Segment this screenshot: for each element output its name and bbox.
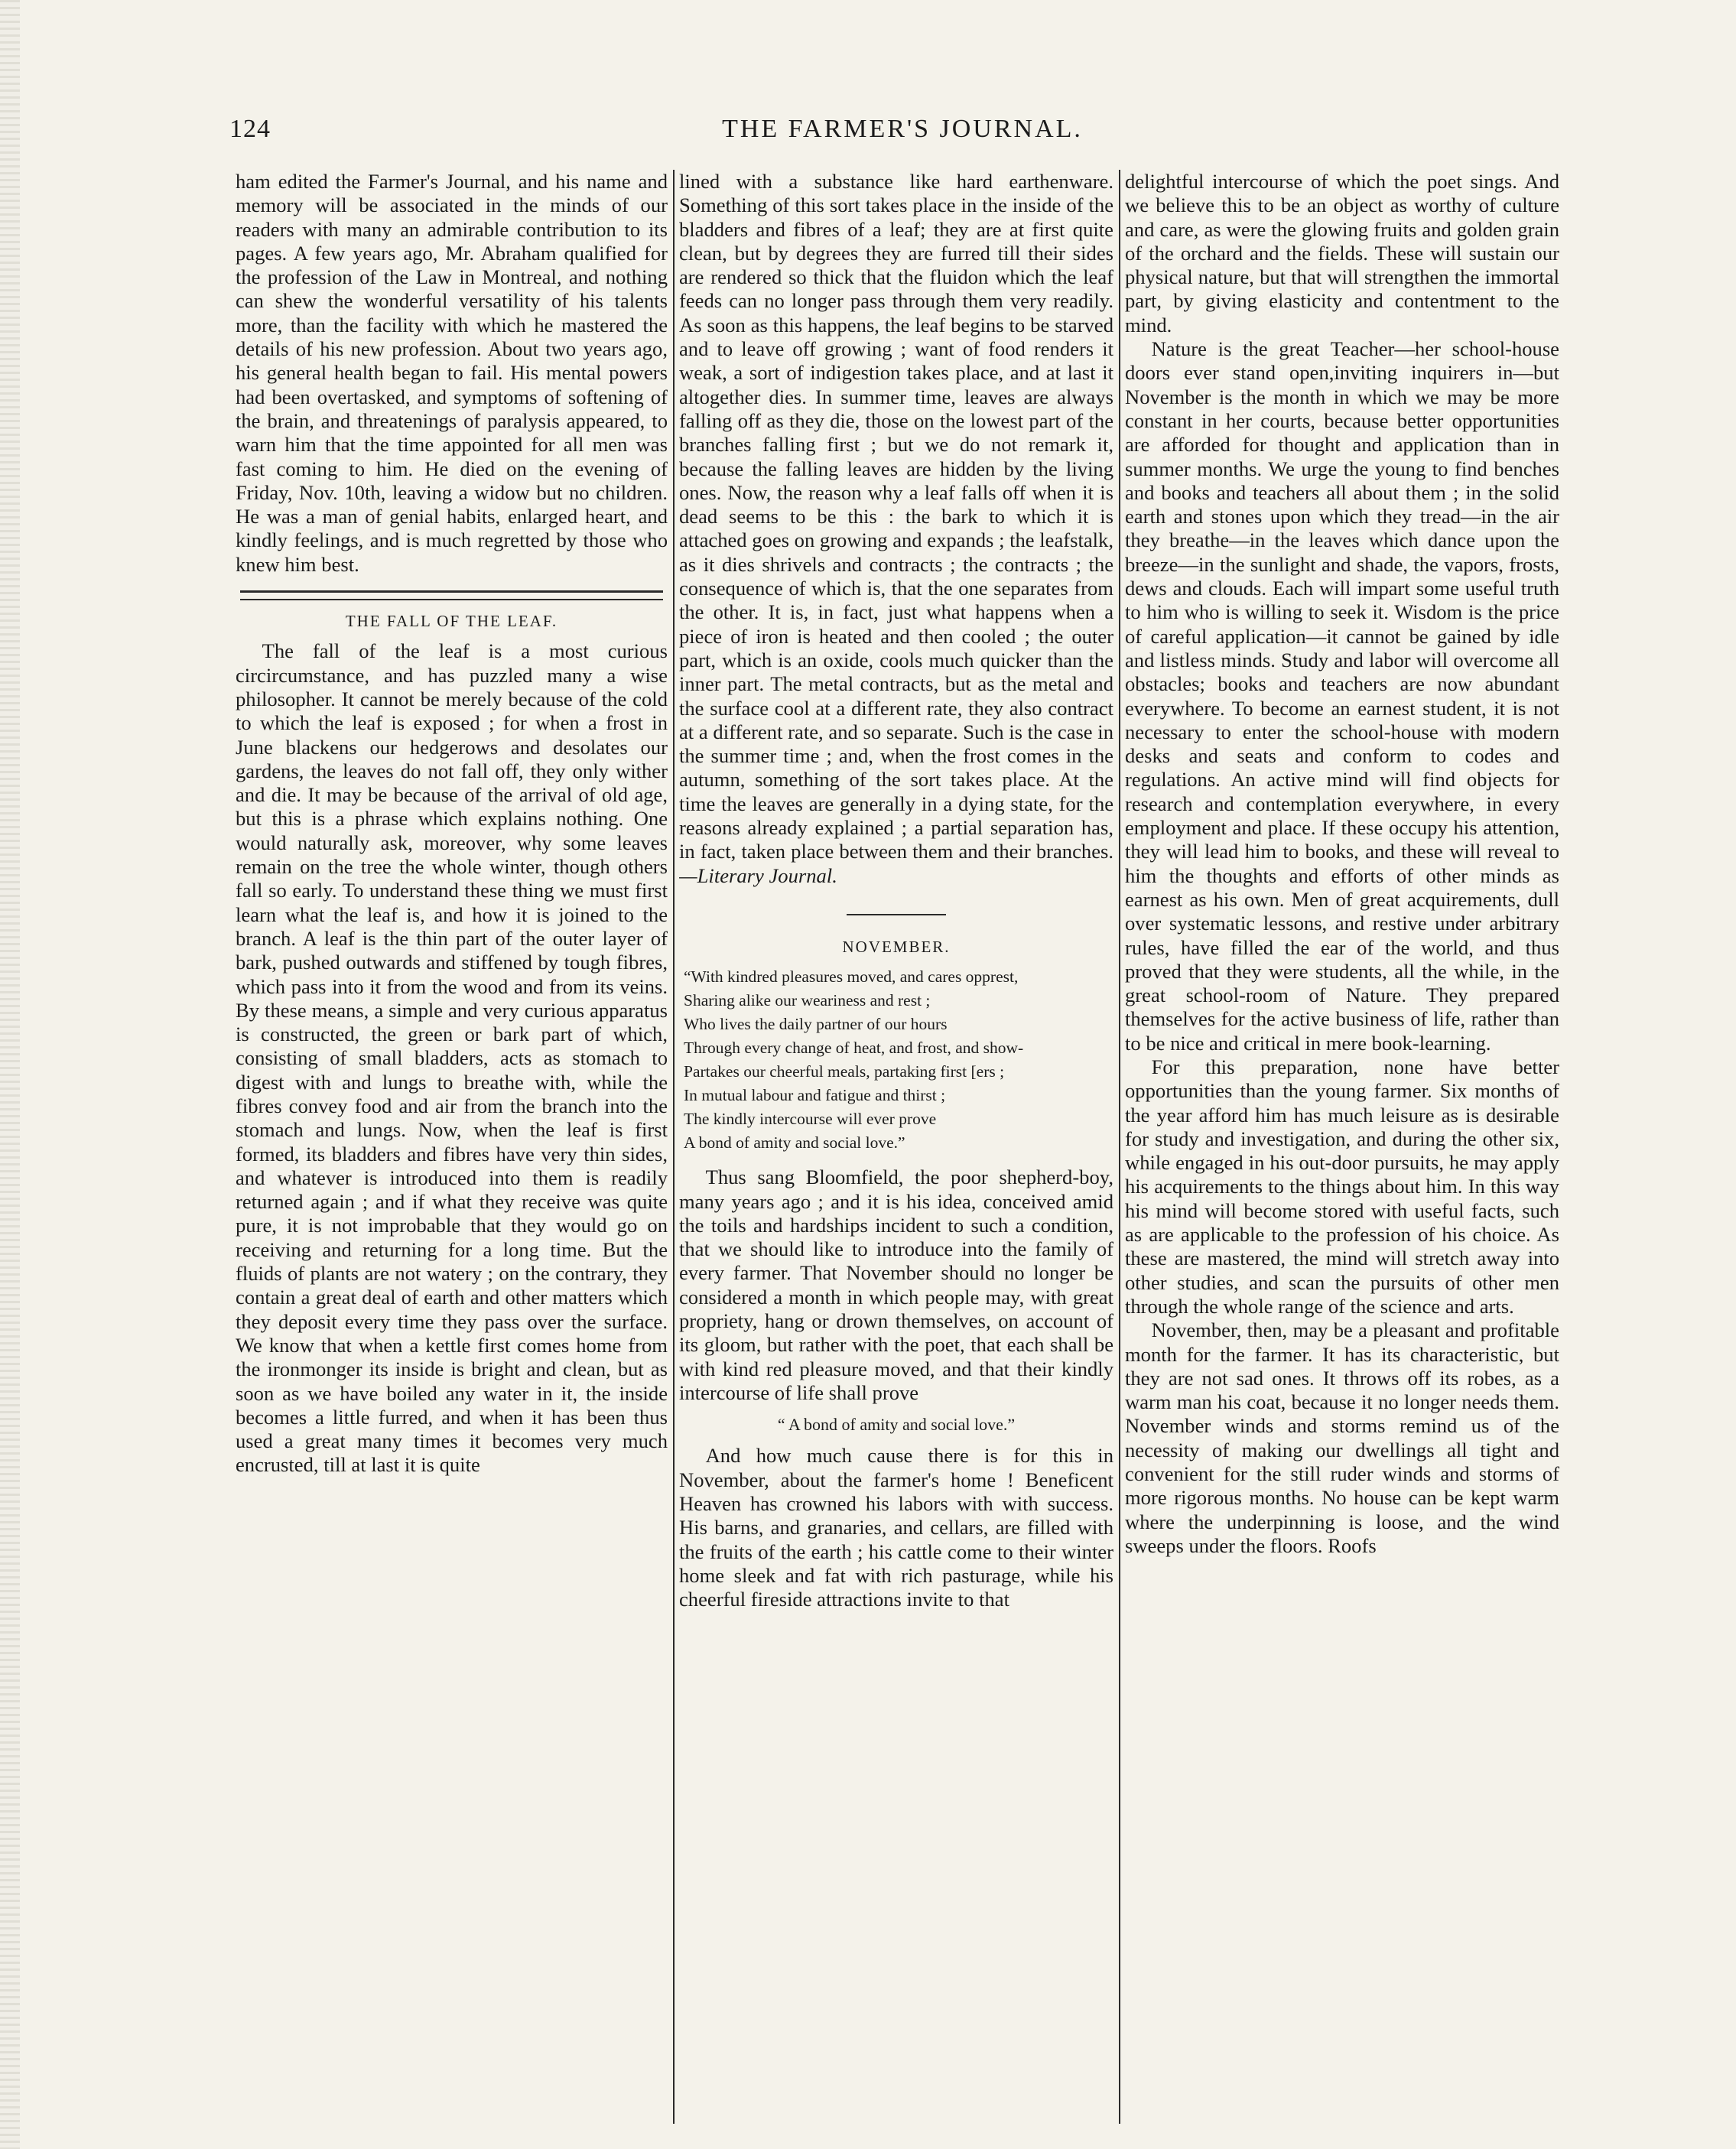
- article-continued-text: lined with a substance like hard earthenware. Something of this sort takes place in the inside of the bladders and fibres of a leaf; they are at first quite clean, but by degrees they are furred till their sides are rendered so thick that the fluidon which the leaf feeds can no longer pass through them very readily. As soon as this happens, the leaf begins to be starved and to leave off growing ; want of food renders it weak, a sort of indigestion takes place, and at last it altogether dies. In summer time, leaves are always falling off as they die, those on the lowest part of the branches falling first ; but we do not remark it, because the falling leaves are hidden by the living ones. Now, the reason why a leaf falls off when it is dead seems to be this : the bark to which it is attached goes on growing and expands ; the leafstalk, as it dies shrivels and contracts ; the contracts ; the consequence of which is, that the one separates from the other. It is, in fact, just what happens when a piece of iron is heated and then cooled ; the outer part, which is an oxide, cools much quicker than the inner part. The metal contracts, but as the metal and the surface cool at a different rate, they also contract at a different rate, and so separate. Such is the case in the summer time ; and, when the frost comes in the autumn, something of the sort takes place. At the time the leaves are generally in a dying state, for the reasons already explained ; a partial separation has, in fact, taken place between them and their branches.: [679, 170, 1113, 863]
- column-rule: [1119, 170, 1120, 2124]
- obituary-text: ham edited the Farmer's Journal, and his name and memory will be associated in the minds of our readers with many an admirable contribution to its pages. A few years ago, Mr. Abraham qualified for the profession of the Law in Montreal, and nothing can shew the wonderful versatility of his talents more, than the facility with which he mastered the details of his new profession. About two years ago, his general health began to fail. His mental powers had been overtasked, and symptoms of softening of the brain, and threatenings of paralysis appeared, to warn him that the time appointed for all men was fast coming to him. He died on the evening of Friday, Nov. 10th, leaving a widow but no children. He was a man of genial habits, enlarged heart, and kindly feelings, and is much regretted by those who knew him best.: [236, 170, 668, 576]
- column-rule: [673, 170, 675, 2124]
- quote-line: “ A bond of amity and social love.”: [777, 1415, 1016, 1435]
- journal-title: THE FARMER'S JOURNAL.: [722, 115, 1083, 143]
- column-2: [679, 170, 1113, 2124]
- page-header: [229, 115, 1575, 161]
- column-3: [1125, 170, 1559, 2124]
- poem-line: The kindly intercourse will ever prove: [684, 1110, 937, 1129]
- november-paragraph: Nature is the great Teacher—her school-house doors ever stand open,inviting inquirers in—but November is the month in which we may be more constant in her courts, because better opportunities are afforded for thought and application than in summer months. We urge the young to find benches and books and teachers all about them ; in the solid earth and stones upon which they tread—in the air they breathe—in the leaves which dance upon the breeze—in the sunlight and shade, the vapors, frosts, dews and clouds. Each will impart some useful truth to him who is willing to seek it. Wisdom is the price of careful application—it cannot be gained by idle and listless minds. Study and labor will overcome all obstacles; books and teachers are now abundant everywhere. To become an earnest student, it is not necessary to enter the school-house with modern desks and seats and conform to codes and regulations. An active mind will find objects for research and contemplation everywhere, in every employment and place. If these occupy his attention, they will lead him to books, and these will reveal to him the thoughts and efforts of other minds as earnest as his own. Men of great acquirements, dull over systematic lessons, and restive under arbitrary rules, have filled the ear of the world, and thus proved that they were students, all the while, in the great school-room of Nature. They prepared themselves for the active business of life, rather than to be nice and critical in mere book-learning.: [1125, 337, 1559, 1055]
- poem-line: A bond of amity and social love.”: [684, 1133, 905, 1153]
- poem-line: Sharing alike our weariness and rest ;: [684, 991, 931, 1010]
- november-paragraph: November, then, may be a pleasant and profitable month for the farmer. It has its characteristic, but they are not sad ones. It throws off its robes, as a warm man his coat, because it no longer needs them. November winds and storms remind us of the necessity of making our dwellings all tight and convenient for the still ruder winds and storms of more rigorous months. No house can be kept warm where the underpinning is loose, and the wind sweeps under the floors. Roofs: [1125, 1318, 1559, 1557]
- poem-line: Who lives the daily partner of our hours: [684, 1015, 948, 1034]
- article-continued: [679, 170, 1113, 888]
- november-paragraph: For this preparation, none have better opportunities than the young farmer. Six months of the year afford him has much leisure as is desirable for study and investigation, and during the other six, while engaged in his out-door pursuits, he may apply his acquirements to the things about him. In this way his mind will become stored with useful facts, such as are applicable to the profession of his choice. As these are mastered, the mind will stretch away into other studies, and scan the pursuits of other men through the whole range of the science and arts.: [1125, 1055, 1559, 1318]
- poem: [684, 965, 1113, 1155]
- article-source: —Literary Journal.: [679, 863, 837, 887]
- november-paragraph: Thus sang Bloomfield, the poor shepherd-boy, many years ago ; and it is his idea, conceived amid the toils and hardships incident to such a condition, that we should like to introduce into the family of every farmer. That November should no longer be considered a month in which people may, with great propriety, hang or drown themselves, on account of its gloom, but rather with the poet, that each shall be with kind red pleasure moved, and that their kindly intercourse of life shall prove: [679, 1166, 1113, 1404]
- article-body: The fall of the leaf is a most curious circircumstance, and has puzzled many a wise philosopher. It cannot be merely because of the cold to which the leaf is exposed ; for when a frost in June blackens our hedgerows and desolates our gardens, the leaves do not fall off, they only wither and die. It may be because of the arrival of old age, but this is a phrase which explains nothing. One would naturally ask, moreover, why some leaves remain on the tree the whole winter, though others fall so early. To understand these thing we must first learn what the leaf is, and how it is joined to the branch. A leaf is the thin part of the outer layer of bark, pushed outwards and stiffened by tough fibres, which pass into it from the wood and from its veins. By these means, a simple and very curious apparatus is constructed, the green or bark part of which, consisting of small bladders, acts as stomach to digest with and lungs to breathe with, while the fibres convey food and air from the branch into the stomach and lungs. Now, when the leaf is first formed, its bladders and fibres have very thin sides, and whatever is introduced into them is readily returned again ; and if what they receive was quite pure, it is not improbable that they would go on receiving and returning for a long time. But the fluids of plants are not watery ; on the contrary, they contain a great deal of earth and other matters which they deposit every time they pass over the surface. We know that when a kettle first comes home from the ironmonger its inside is bright and clean, but as soon as we have boiled any water in it, the inside becomes a little furred, and when it has been thus used a great many times it becomes very much encrusted, till at last it is quite: [236, 639, 668, 1477]
- poem-line: Through every change of heat, and frost, and show-: [684, 1039, 1024, 1058]
- november-paragraph: delightful intercourse of which the poet sings. And we believe this to be an object as worthy of culture and care, as were the glowing fruits and golden grain of the orchard and the fields. These will sustain our physical nature, but that will strengthen the immortal part, by giving elasticity and contentment to the mind.: [1125, 170, 1559, 336]
- section-title: NOVEMBER.: [842, 937, 951, 956]
- section-divider: [847, 914, 946, 915]
- article-title: THE FALL OF THE LEAF.: [345, 612, 558, 631]
- column-1: [236, 170, 668, 2124]
- poem-line: “With kindred pleasures moved, and cares opprest,: [684, 967, 1019, 987]
- scan-edge: [0, 0, 20, 2149]
- section-divider: [240, 590, 663, 600]
- poem-line: In mutual labour and fatigue and thirst ;: [684, 1086, 946, 1105]
- november-paragraph: And how much cause there is for this in November, about the farmer's home ! Beneficent Heaven has crowned his labors with with success. His barns, and granaries, and cellars, are filled with the fruits of the earth ; his cattle come to their winter home sleek and fat with rich pasturage, while his cheerful fireside attractions invite to that: [679, 1444, 1113, 1611]
- page-number: 124: [229, 115, 271, 143]
- poem-line: Partakes our cheerful meals, partaking first [ers ;: [684, 1062, 1005, 1081]
